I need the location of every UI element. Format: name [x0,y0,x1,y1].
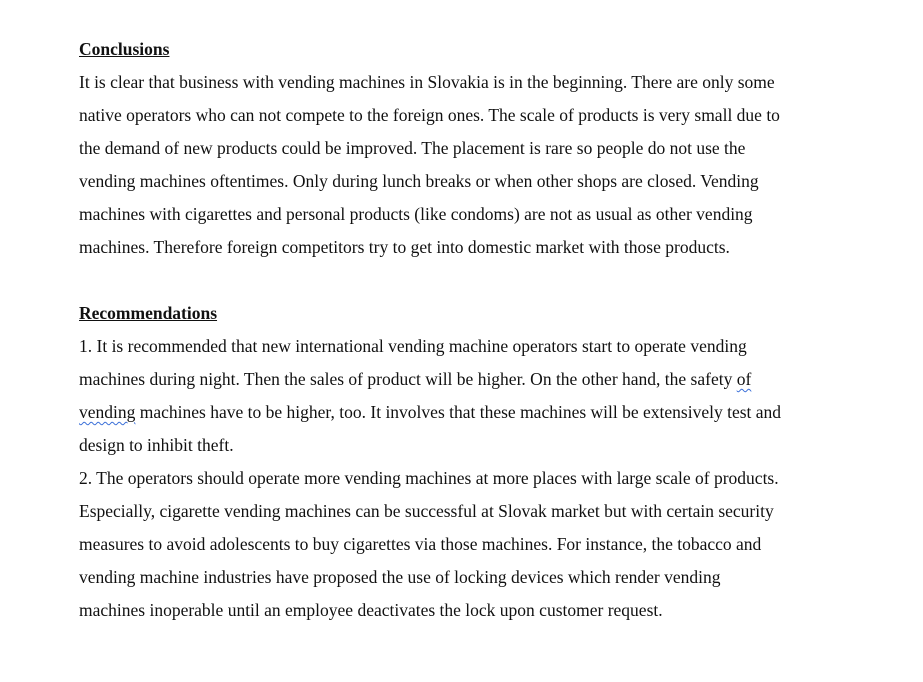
conclusions-heading: Conclusions [79,39,170,59]
recommendations-text: machines have to be higher, too. It involves that these machines will be extensively test and [135,402,782,422]
conclusions-line: vending machines oftentimes. Only during lunch breaks or when other shops are closed. Vending [79,171,759,191]
spelling-flagged-word[interactable]: vending [79,402,136,422]
recommendations-line: machines inoperable until an employee deactivates the lock upon customer request. [79,600,663,620]
conclusions-line: machines. Therefore foreign competitors try to get into domestic market with those products. [79,237,730,257]
recommendations-line [79,367,879,400]
conclusions-line: the demand of new products could be improved. The placement is rare so people do not use the [79,138,746,158]
recommendations-line [79,400,879,433]
recommendations-heading: Recommendations [79,303,218,323]
recommendations-line: measures to avoid adolescents to buy cigarettes via those machines. For instance, the tobacco and [79,534,762,554]
recommendations-line: 2. The operators should operate more vending machines at more places with large scale of products. [79,468,779,488]
recommendations-line: 1. It is recommended that new international vending machine operators start to operate vending [79,336,747,356]
recommendations-line: design to inhibit theft. [79,435,234,455]
conclusions-line: native operators who can not compete to the foreign ones. The scale of products is very small due to [79,105,780,125]
document-page [79,37,879,631]
paragraph-gap [79,268,879,301]
recommendations-text: machines during night. Then the sales of product will be higher. On the other hand, the safety [79,369,737,389]
recommendations-line: vending machine industries have proposed the use of locking devices which render vending [79,567,721,587]
recommendations-line: Especially, cigarette vending machines can be successful at Slovak market but with certain security [79,501,774,521]
conclusions-line: machines with cigarettes and personal products (like condoms) are not as usual as other vending [79,204,753,224]
spelling-flagged-word[interactable]: of [736,369,752,389]
conclusions-line: It is clear that business with vending machines in Slovakia is in the beginning. There are only some [79,72,775,92]
